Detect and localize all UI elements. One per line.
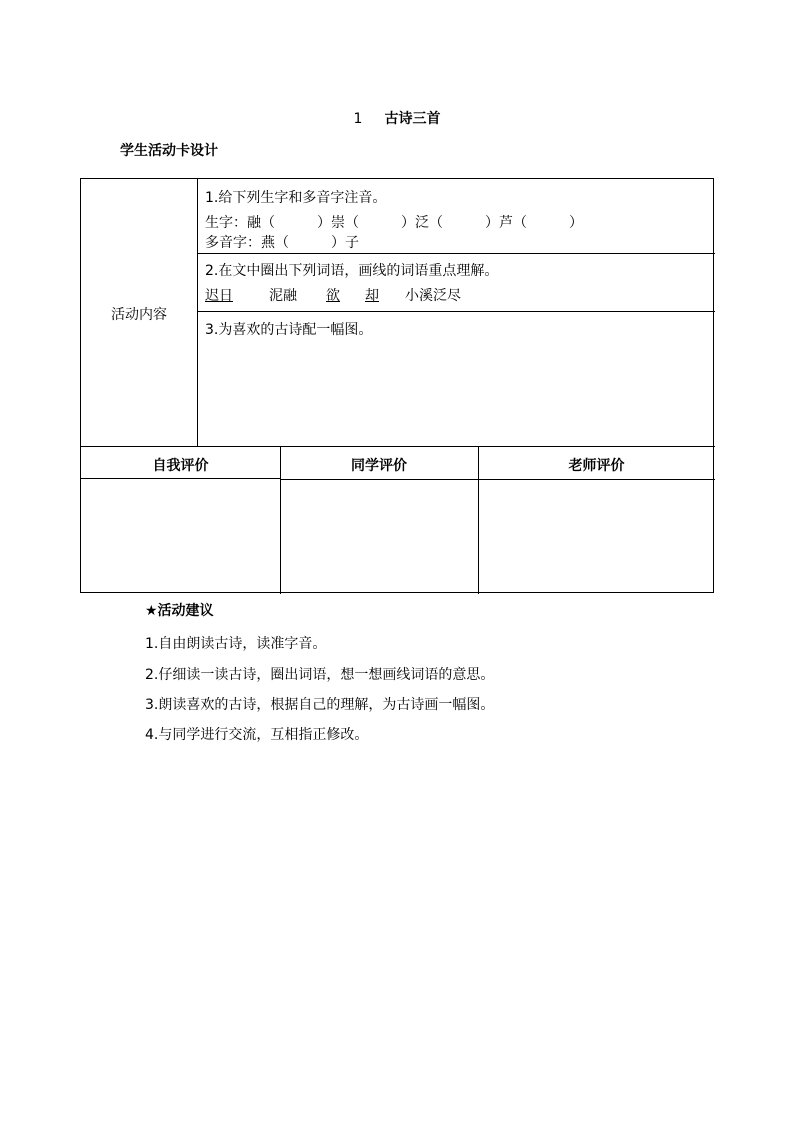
activity-table (80, 178, 714, 593)
task2-title: 2.在文中圈出下列词语，画线的词语重点理解。 (205, 263, 499, 279)
suggestions-title: ★活动建议 (145, 603, 214, 619)
suggestion-item-3: 3.朗读喜欢的古诗，根据自己的理解，为古诗画一幅图。 (145, 697, 495, 713)
label-divider (197, 179, 198, 446)
activity-label: 活动内容 (111, 307, 167, 323)
page-title (0, 108, 794, 128)
task2-word-4: 却 (365, 288, 379, 304)
row-divider-1 (197, 253, 715, 254)
task2-word-3: 欲 (326, 288, 340, 304)
lesson-title: 古诗三首 (384, 111, 441, 127)
task1-title: 1.给下列生字和多音字注音。 (205, 190, 387, 206)
self-evaluation-header: 自我评价 (152, 458, 209, 474)
teacher-evaluation-header: 老师评价 (568, 458, 625, 474)
task2-word-2: 泥融 (269, 288, 297, 304)
task3-title: 3.为喜欢的古诗配一幅图。 (205, 322, 373, 338)
row-divider-2 (197, 311, 715, 312)
suggestion-item-2: 2.仔细读一读古诗，圈出词语，想一想画线词语的意思。 (145, 667, 495, 683)
eval-header-line-rest (280, 479, 715, 480)
suggestion-item-4: 4.与同学进行交流，互相指正修改。 (145, 727, 369, 743)
eval-header-line-self (81, 478, 280, 479)
task1-line2: 多音字：燕（ ）子 (205, 235, 359, 251)
page-subtitle: 学生活动卡设计 (120, 143, 218, 159)
suggestion-item-1: 1.自由朗读古诗，读准字音。 (145, 636, 327, 652)
task2-word-5: 小溪泛尽 (405, 288, 461, 304)
lesson-number: 1 (353, 111, 363, 127)
evaluation-top-line (81, 446, 715, 447)
peer-evaluation-header: 同学评价 (351, 458, 407, 474)
task2-word-1: 迟日 (205, 288, 233, 304)
task1-line1: 生字：融（ ）崇（ ）泛（ ）芦（ ） (205, 215, 583, 231)
